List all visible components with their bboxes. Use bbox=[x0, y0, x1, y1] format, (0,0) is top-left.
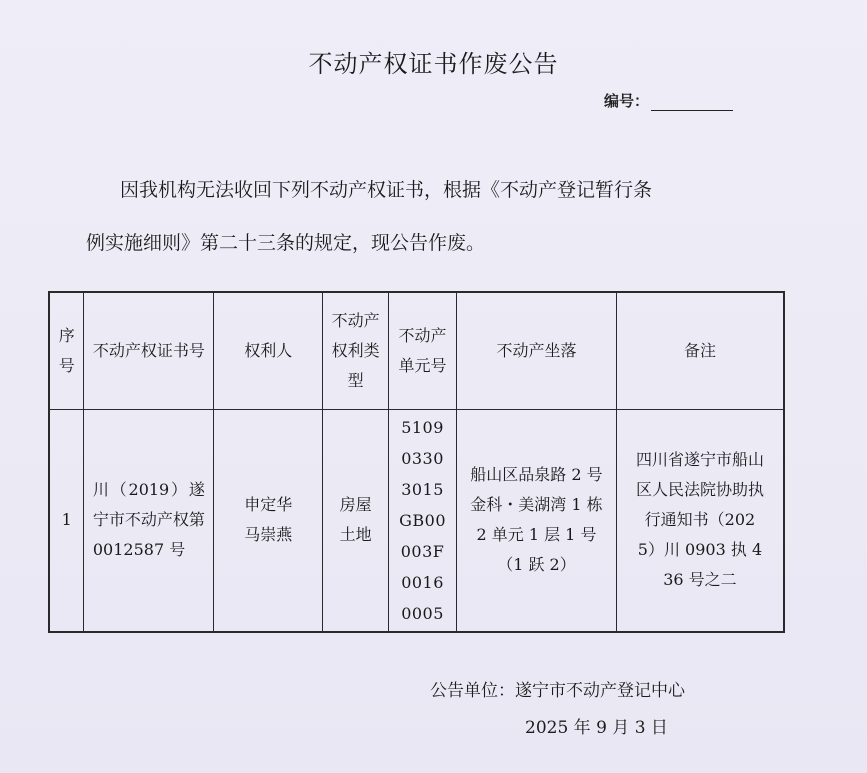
cell-seq: 1 bbox=[49, 409, 84, 632]
certificate-table bbox=[48, 291, 785, 633]
header-right-type: 不动产权利类型 bbox=[323, 292, 389, 409]
cell-holder bbox=[214, 409, 323, 632]
cell-right-type: 房屋土地 bbox=[323, 409, 389, 632]
document-number bbox=[604, 90, 733, 111]
notice-paragraph-line2: 例实施细则》第二十三条的规定，现公告作废。 bbox=[86, 232, 486, 254]
notice-paragraph-line1: 因我机构无法收回下列不动产权证书，根据《不动产登记暂行条 bbox=[120, 179, 653, 201]
header-seq: 序号 bbox=[49, 292, 84, 409]
document-title: 不动产权证书作废公告 bbox=[308, 50, 559, 78]
issuer-line: 公告单位：遂宁市不动产登记中心 bbox=[430, 681, 685, 701]
header-cert-no: 不动产权证书号 bbox=[84, 292, 214, 409]
header-remark: 备注 bbox=[616, 292, 784, 409]
cell-remark: 四川省遂宁市船山区人民法院协助执行通知书（2025）川 0903 执 436 号之二 bbox=[616, 409, 784, 632]
number-label: 编号： bbox=[604, 92, 650, 110]
cell-location: 船山区品泉路 2 号金科・美湖湾 1 栋 2 单元 1 层 1 号（1 跃 2） bbox=[457, 409, 617, 632]
header-unit-no: 不动产单元号 bbox=[389, 292, 457, 409]
cell-unit-no: 510903303015GB00003F00160005 bbox=[389, 409, 457, 632]
cell-cert-no: 川（2019）遂宁市不动产权第 0012587 号 bbox=[84, 409, 214, 632]
header-holder: 权利人 bbox=[214, 292, 323, 409]
table-header-row bbox=[49, 292, 784, 409]
number-blank-line bbox=[651, 96, 733, 111]
holder-name-2: 马崇燕 bbox=[244, 525, 293, 545]
issue-date: 2025 年 9 月 3 日 bbox=[525, 718, 668, 738]
holder-name-1: 申定华 bbox=[244, 495, 293, 515]
table-row bbox=[49, 409, 784, 632]
header-location: 不动产坐落 bbox=[457, 292, 617, 409]
